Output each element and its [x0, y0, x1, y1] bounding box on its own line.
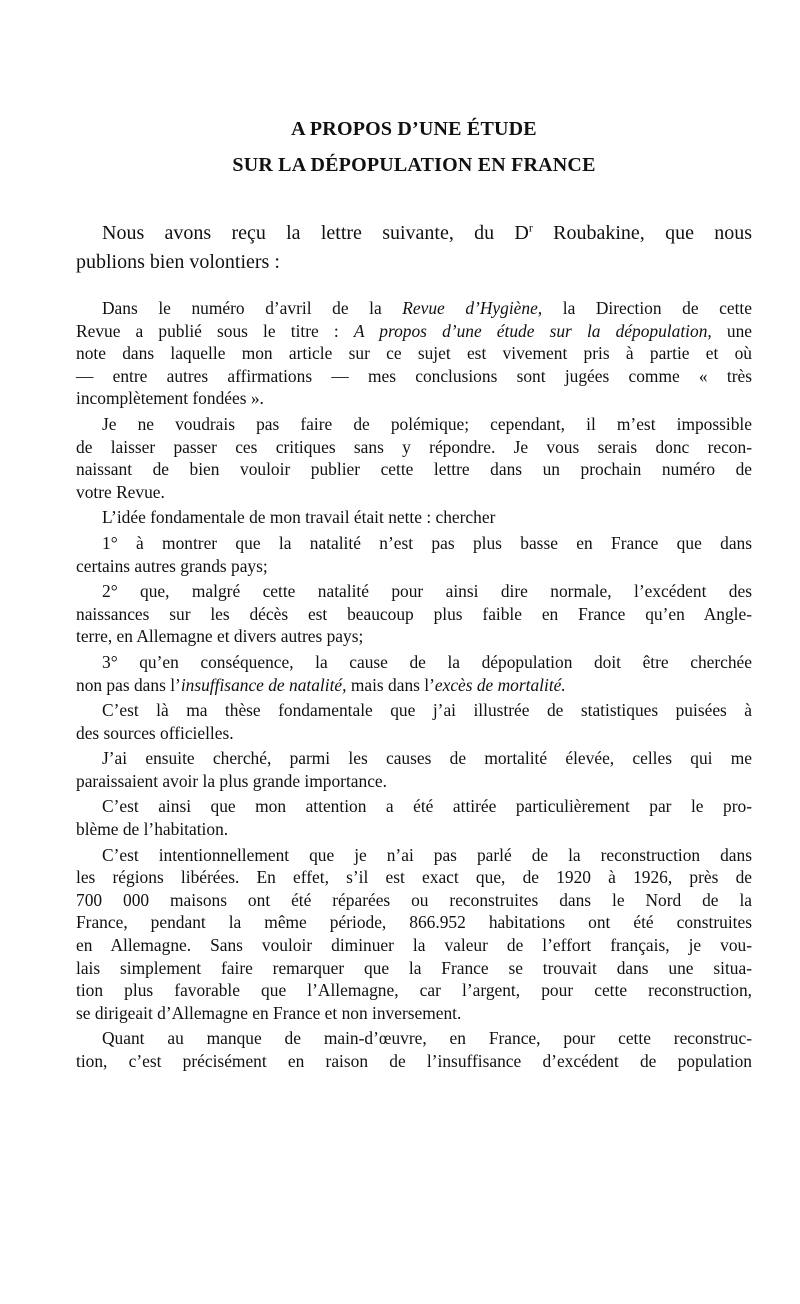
intro-paragraph	[76, 219, 752, 277]
letter-paragraph-8: J’ai ensuite cherché, parmi les causes de mortalité élevée, celles qui me paraissaient avoir la plus grande importance.	[76, 748, 752, 791]
list-item-3: 3° qu’en conséquence, la cause de la dépopulation doit être cherchée non pas dans l’insuffisance de natalité, mais dans l’excès de mortalité.	[76, 651, 752, 695]
letter-body	[76, 297, 752, 1076]
page-title-line-1: A PROPOS D’UNE ÉTUDE	[291, 118, 537, 140]
letter-paragraph-1: Dans le numéro d’avril de la Revue d’Hygiène, la Direction de cette Revue a publié sous le titre : A propos d’une étude sur la dépopulation, une note dans laquelle mon article sur ce sujet est vivement pris à partie et où — entre autres affirmations — mes conclusions sont jugées comme « très incomplètement fondées ».	[76, 298, 752, 409]
intro-line-2: publions bien volontiers :	[76, 251, 280, 273]
letter-paragraph-9: C’est ainsi que mon attention a été attirée particulièrement par le pro- blème de l’habitation.	[76, 796, 752, 840]
letter-paragraph-7: C’est là ma thèse fondamentale que j’ai illustrée de statistiques puisées à des sources officielles.	[76, 700, 752, 743]
list-item-1: 1° à montrer que la natalité n’est pas plus basse en France que dans certains autres grands pays;	[76, 532, 752, 576]
letter-paragraph-10: C’est intentionnellement que je n’ai pas parlé de la reconstruction dans les régions libérées. En effet, s’il est exact que, de 1920 à 1926, près de 700 000 maisons ont été réparées ou reconstruites dans le Nord de la France, pendant la même période, 866.952 habitations ont été construites en Allemagne. Sans vouloir diminuer la valeur de l’effort français, je vou- lais simplement faire remarquer que la France se trouvait dans une situa- tion plus favorable que l’Allemagne, car l’argent, pour cette reconstruction, se dirigeait d’Allemagne en France et non inversement.	[76, 844, 752, 1023]
superscript-r: r	[528, 220, 533, 235]
list-item-2: 2° que, malgré cette natalité pour ainsi dire normale, l’excédent des naissances sur les décès est beaucoup plus faible en France qu’en Angle- terre, en Allemagne et divers autres pays;	[76, 581, 752, 647]
letter-paragraph-11: Quant au manque de main-d’œuvre, en France, pour cette reconstruc- tion, c’est précisément en raison de l’insuffisance d’excédent de population	[76, 1028, 752, 1071]
intro-line-1: Nous avons reçu la lettre suivante, du $D^r$ Roubakine, que nous	[102, 220, 752, 244]
article-title: A propos d’une étude sur la dépopulation,	[353, 320, 712, 341]
journal-title: Revue d’Hygiène,	[402, 298, 543, 318]
letter-paragraph-2: Je ne voudrais pas faire de polémique; cependant, il m’est impossible de laisser passer ces critiques sans y répondre. Je vous serais donc recon- naissant de bien vouloir publier cette lettre dans un prochain numéro de votre Revue.	[76, 413, 752, 502]
letter-paragraph-3: L’idée fondamentale de mon travail était nette : chercher	[102, 507, 496, 528]
page-title-line-2: SUR LA DÉPOPULATION EN FRANCE	[232, 154, 596, 176]
